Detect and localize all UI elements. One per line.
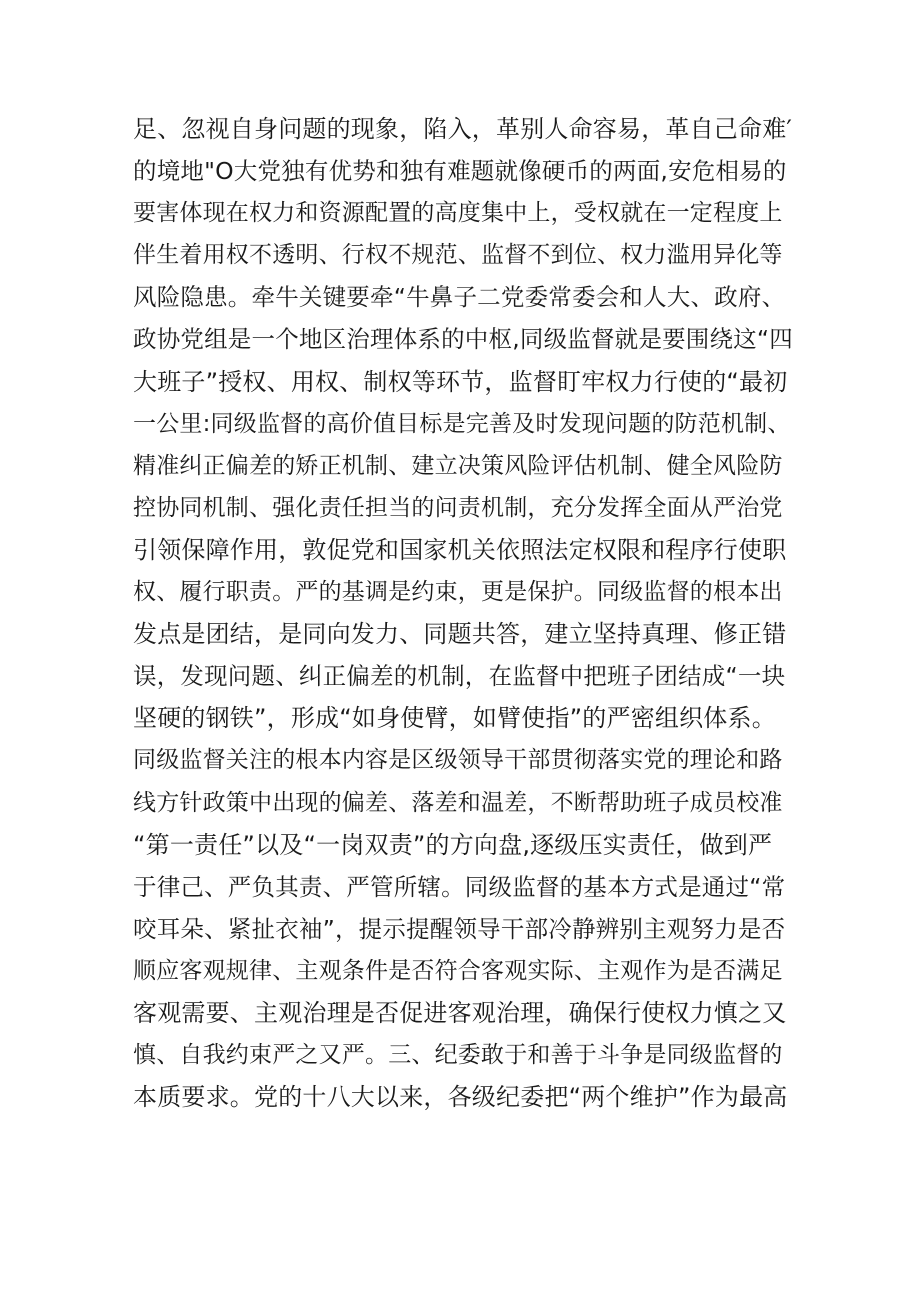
- text-line: “第一责任”以及“一岗双责”的方向盘,逐级压实责任，做到严: [133, 830, 773, 859]
- text-line: 精准纠正偏差的矫正机制、建立决策风险评估机制、健全风险防: [133, 452, 783, 479]
- text-line: 线方针政策中出现的偏差、落差和温差，不断帮助班子成员校准: [133, 789, 783, 816]
- text-line: 咬耳朵、紧扯衣袖”，提示提醒领导干部冷静辨别主观努力是否: [133, 914, 786, 943]
- text-line: 伴生着用权不透明、行权不规范、监督不到位、权力滥用异化等: [133, 242, 783, 269]
- text-line: 足、忽视自身问题的现象，陷入，革别人命容易，革自己命难′: [133, 115, 793, 143]
- text-line: 控协同机制、强化责任担当的问责机制，充分发挥全面从严治党: [133, 494, 783, 521]
- text-line: 误，发现问题、纠正偏差的机制，在监督中把班子团结成“一块: [133, 662, 786, 691]
- text-line: 发点是团结，是同向发力、同题共答，建立坚持真理、修正错: [133, 620, 787, 649]
- text-line: 一公里:同级监督的高价值目标是完善及时发现问题的防范机制、: [133, 410, 791, 437]
- text-line: 慎、自我约束严之又严。三、纪委敢于和善于斗争是同级监督的: [133, 1042, 783, 1069]
- text-line: 于律己、严负其责、严管所辖。同级监督的基本方式是通过“常: [133, 872, 786, 901]
- text-line: 同级监督关注的根本内容是区级领导干部贯彻落实党的理论和路: [133, 747, 783, 774]
- body-paragraph: [133, 108, 793, 1118]
- text-line: 权、履行职责。严的基调是约束，更是保护。同级监督的根本出: [133, 579, 783, 606]
- text-line: 政协党组是一个地区治理体系的中枢,同级监督就是要围绕这“四: [133, 325, 793, 354]
- text-line: 风险隐患。牵牛关键要牵“牛鼻子二党委常委会和人大、政府、: [133, 283, 786, 312]
- text-line: 本质要求。党的十八大以来，各级纪委把“两个维护”作为最高: [133, 1083, 788, 1112]
- text-line: 顺应客观规律、主观条件是否符合客观实际、主观作为是否满足: [133, 957, 783, 984]
- text-line: 的境地"O大党独有优势和独有难题就像硬币的两面,安危相易的: [133, 157, 787, 186]
- text-line: 客观需要、主观治理是否促进客观治理，确保行使权力慎之又: [133, 998, 787, 1027]
- text-line: 坚硬的钢铁”，形成“如身使臂，如臂使指”的严密组织体系。: [133, 704, 776, 733]
- text-line: 要害体现在权力和资源配置的高度集中上，受权就在一定程度上: [133, 200, 783, 227]
- text-line: 引领保障作用，敦促党和国家机关依照法定权限和程序行使职: [133, 535, 787, 564]
- text-line: 大班子”授权、用权、制权等环节，监督盯牢权力行使的“最初: [133, 367, 788, 396]
